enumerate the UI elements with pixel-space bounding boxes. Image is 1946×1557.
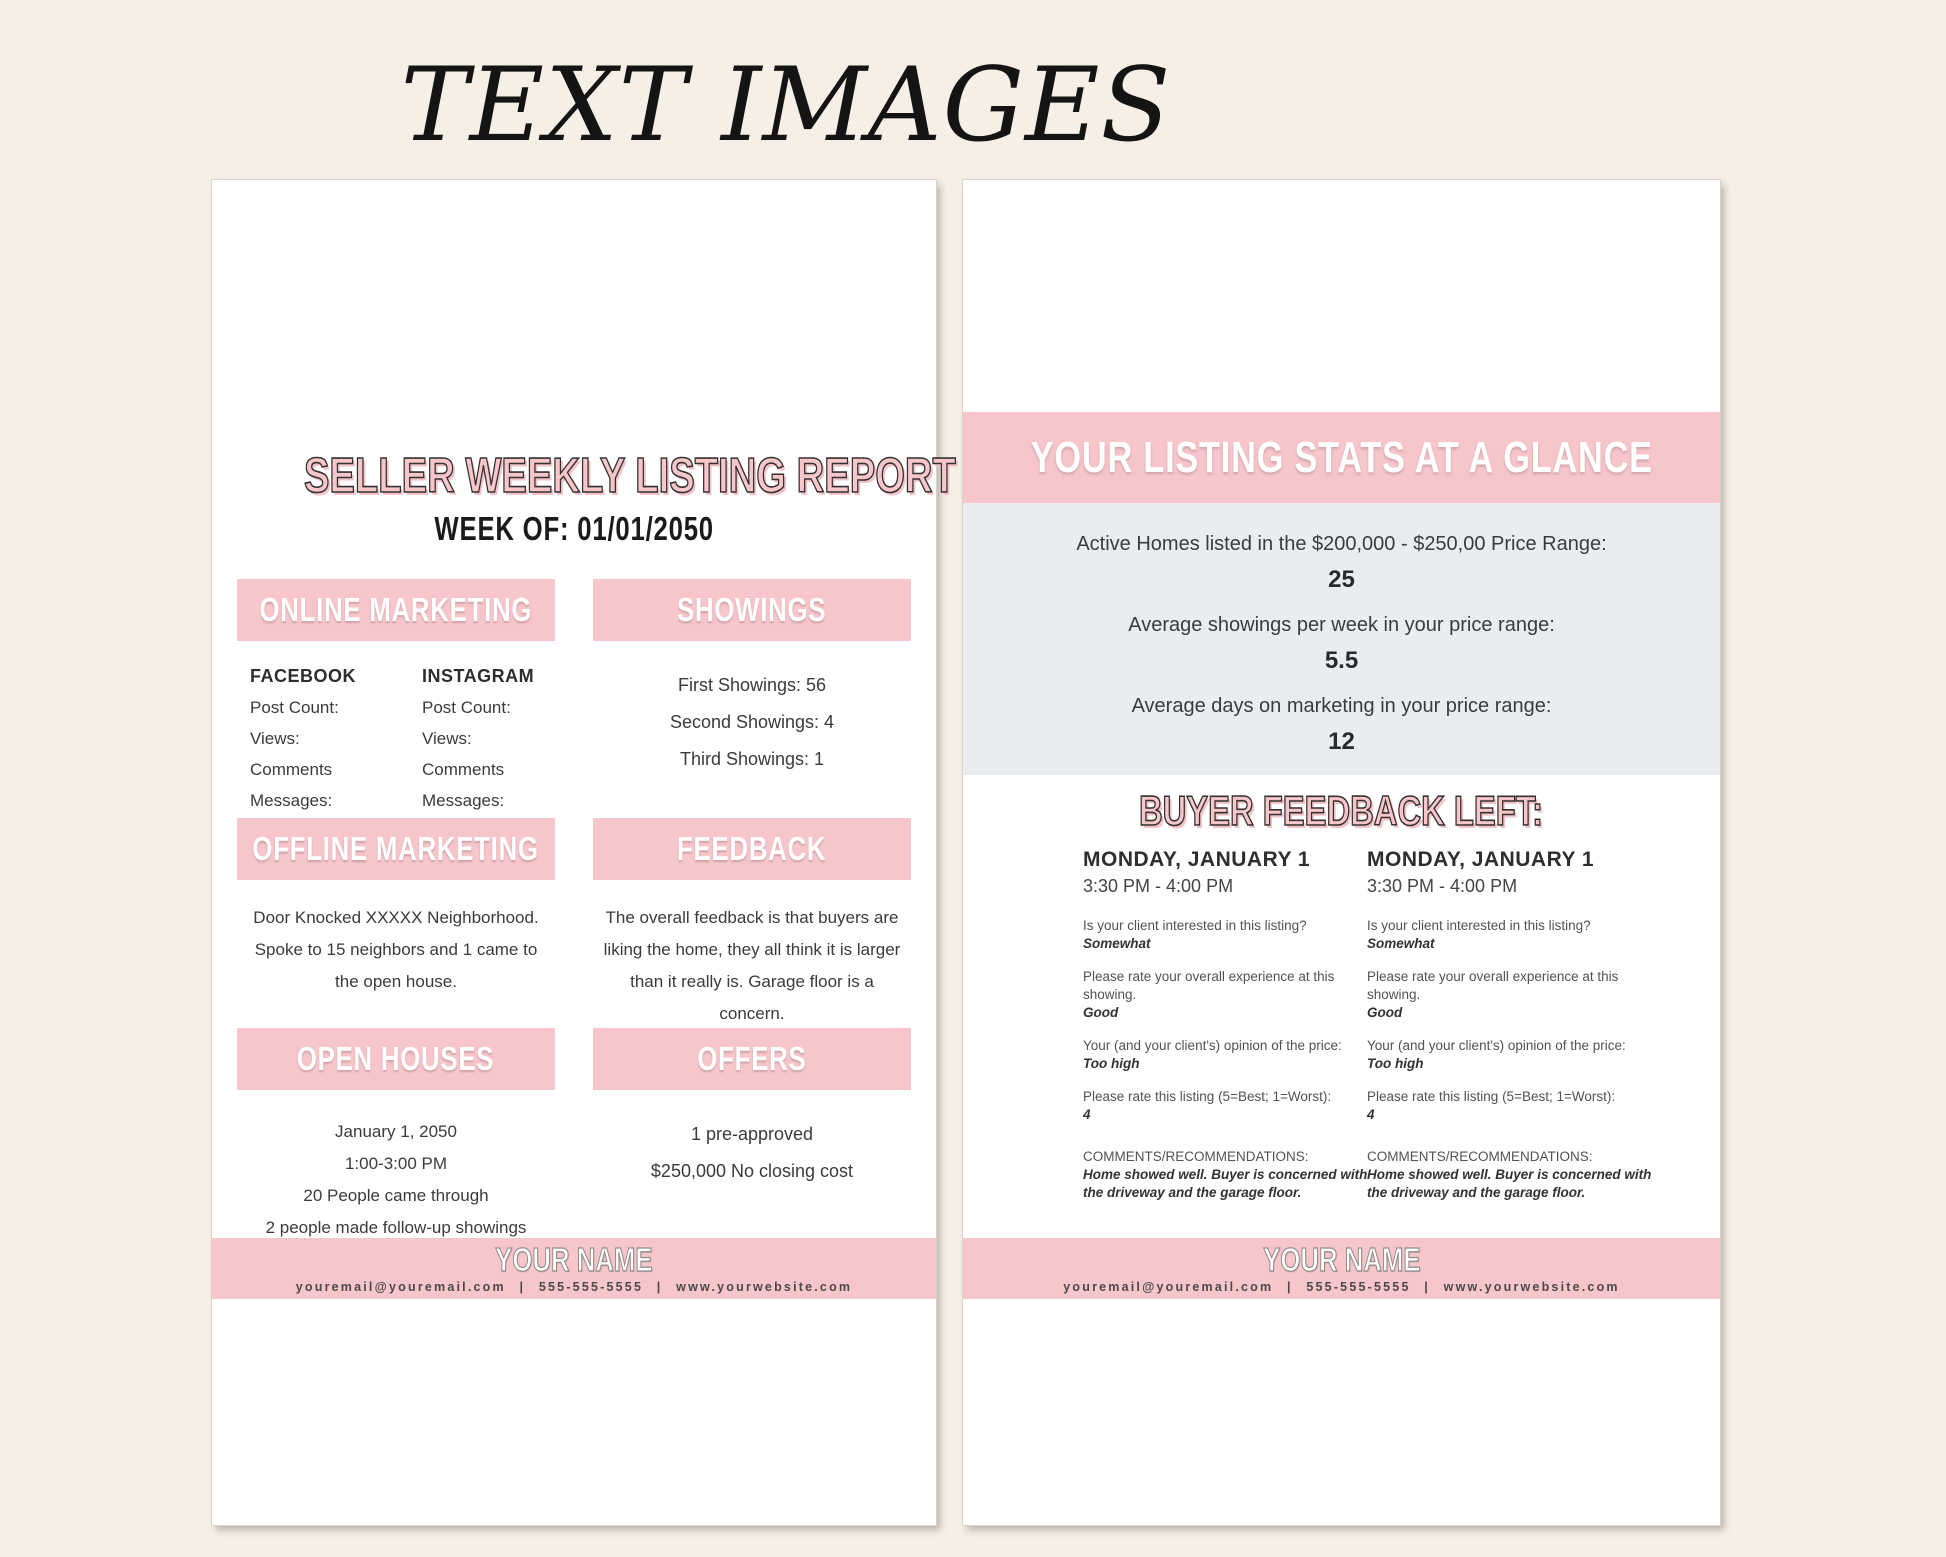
feedback-2-q4 [1367, 1088, 1667, 1124]
offers-heading: OFFERS [697, 1040, 807, 1077]
agent-name: YOUR NAME [1262, 1241, 1421, 1278]
offer-amount: $250,000 No closing cost [650, 1161, 854, 1181]
answer: Too high [1367, 1056, 1424, 1071]
stat-avg-showings-value: 5.5 [1324, 647, 1359, 674]
showings-heading: SHOWINGS [677, 591, 827, 628]
report-subtitle-wrap [212, 510, 936, 548]
question: Your (and your client's) opinion of the price: [1083, 1038, 1342, 1053]
buyer-feedback-title-wrap [963, 787, 1720, 834]
stat-active-homes-value: 25 [1328, 566, 1355, 593]
feedback-1-q3 [1083, 1037, 1383, 1073]
question: Please rate your overall experience at this showing. [1367, 969, 1619, 1002]
facebook-column [250, 661, 356, 816]
offline-marketing-text: Door Knocked XXXXX Neighborhood. Spoke to 15 neighbors and 1 came to the open house. [253, 908, 539, 991]
feedback-2-date: MONDAY, JANUARY 1 [1367, 848, 1595, 871]
answer: 4 [1367, 1107, 1375, 1122]
facebook-comments-label: Comments [250, 760, 333, 779]
offline-marketing-heading: OFFLINE MARKETING [252, 830, 540, 867]
feedback-2-q1 [1367, 917, 1667, 953]
question: Please rate this listing (5=Best; 1=Worst): [1367, 1089, 1616, 1104]
page-title: TEXT IMAGES [400, 46, 1172, 165]
feedback-1-q1 [1083, 917, 1383, 953]
offers-lines [593, 1116, 911, 1190]
social-columns [237, 661, 555, 831]
offer-preapproved: 1 pre-approved [690, 1124, 814, 1144]
open-houses-lines [237, 1116, 555, 1244]
online-marketing-banner [237, 579, 555, 641]
report-title: SELLER WEEKLY LISTING REPORT [303, 449, 956, 503]
section-feedback [593, 818, 911, 1030]
section-offers [593, 1028, 911, 1190]
facebook-heading: FACEBOOK [250, 666, 357, 686]
comments-text: Home showed well. Buyer is concerned with the driveway and the garage floor. [1083, 1167, 1368, 1200]
offline-marketing-banner [237, 818, 555, 880]
agent-name: YOUR NAME [495, 1241, 653, 1278]
instagram-post-count-label: Post Count: [422, 698, 511, 717]
feedback-2-comments [1367, 1148, 1667, 1202]
feedback-heading: FEEDBACK [677, 830, 827, 867]
facebook-post-count-label: Post Count: [250, 698, 339, 717]
stat-active-homes-label: Active Homes listed in the $200,000 - $250,00 Price Range: [1076, 533, 1607, 555]
open-houses-heading: OPEN HOUSES [297, 1040, 495, 1077]
stat-avg-days-label: Average days on marketing in your price range: [1131, 695, 1552, 717]
feedback-text: The overall feedback is that buyers are liking the home, they all think it is larger than it really is. Garage floor is a concern. [603, 908, 901, 1023]
left-page-footer [212, 1238, 936, 1299]
feedback-1-q4 [1083, 1088, 1383, 1124]
open-house-traffic: 20 People came through [303, 1186, 489, 1205]
comments-label: COMMENTS/RECOMMENDATIONS: [1367, 1149, 1593, 1164]
third-showings: Third Showings: 1 [679, 749, 825, 769]
instagram-heading: INSTAGRAM [422, 666, 535, 686]
question: Is your client interested in this listing? [1367, 918, 1591, 933]
question: Please rate your overall experience at this showing. [1083, 969, 1335, 1002]
first-showings: First Showings: 56 [677, 675, 827, 695]
report-subtitle: WEEK OF: 01/01/2050 [434, 510, 714, 547]
offers-banner [593, 1028, 911, 1090]
feedback-1-q2 [1083, 968, 1383, 1022]
question: Is your client interested in this listing? [1083, 918, 1307, 933]
answer: Good [1083, 1005, 1119, 1020]
open-houses-banner [237, 1028, 555, 1090]
showings-banner [593, 579, 911, 641]
section-online-marketing [237, 579, 555, 831]
feedback-1-time: 3:30 PM - 4:00 PM [1083, 876, 1234, 896]
open-house-time: 1:00-3:00 PM [344, 1154, 448, 1173]
answer: Somewhat [1083, 936, 1151, 951]
comments-text: Home showed well. Buyer is concerned with the driveway and the garage floor. [1367, 1167, 1652, 1200]
stat-avg-days-value: 12 [1328, 728, 1355, 755]
right-page-footer [963, 1238, 1720, 1299]
feedback-2-time: 3:30 PM - 4:00 PM [1367, 876, 1518, 896]
section-offline-marketing [237, 818, 555, 998]
feedback-2-q2 [1367, 968, 1667, 1022]
question: Your (and your client's) opinion of the price: [1367, 1038, 1626, 1053]
stat-avg-showings-label: Average showings per week in your price range: [1128, 614, 1555, 636]
seller-weekly-report-page [212, 180, 956, 1525]
stats-panel [963, 503, 1720, 775]
facebook-views-label: Views: [250, 729, 300, 748]
answer: Good [1367, 1005, 1403, 1020]
agent-name-banner [212, 1240, 936, 1280]
feedback-1-comments [1083, 1148, 1383, 1202]
agent-contact-line: youremail@youremail.com | 555-555-5555 | www.yourwebsite.com [1063, 1280, 1620, 1294]
instagram-column [422, 661, 534, 816]
listing-stats-page [963, 180, 1720, 1525]
facebook-messages-label: Messages: [250, 791, 333, 810]
second-showings: Second Showings: 4 [669, 712, 835, 732]
answer: 4 [1083, 1107, 1091, 1122]
section-showings [593, 579, 911, 778]
report-title-wrap [212, 449, 956, 503]
instagram-views-label: Views: [422, 729, 472, 748]
answer: Somewhat [1367, 936, 1435, 951]
question: Please rate this listing (5=Best; 1=Worst): [1083, 1089, 1332, 1104]
stats-banner-heading: YOUR LISTING STATS AT A GLANCE [1030, 432, 1653, 482]
instagram-messages-label: Messages: [422, 791, 505, 810]
agent-name-banner [963, 1240, 1720, 1280]
feedback-2-q3 [1367, 1037, 1667, 1073]
stats-banner [963, 412, 1720, 503]
section-open-houses [237, 1028, 555, 1244]
showings-lines [593, 667, 911, 778]
feedback-column-2 [1367, 848, 1667, 1217]
feedback-column-1 [1083, 848, 1383, 1217]
open-house-date: January 1, 2050 [335, 1122, 457, 1141]
comments-label: COMMENTS/RECOMMENDATIONS: [1083, 1149, 1309, 1164]
buyer-feedback-title: BUYER FEEDBACK LEFT: [1139, 787, 1544, 834]
feedback-banner [593, 818, 911, 880]
open-house-followups: 2 people made follow-up showings [265, 1218, 527, 1237]
answer: Too high [1083, 1056, 1140, 1071]
online-marketing-heading: ONLINE MARKETING [259, 591, 533, 628]
feedback-1-date: MONDAY, JANUARY 1 [1083, 848, 1311, 871]
agent-contact-line: youremail@youremail.com | 555-555-5555 | www.yourwebsite.com [295, 1280, 853, 1294]
instagram-comments-label: Comments [422, 760, 505, 779]
